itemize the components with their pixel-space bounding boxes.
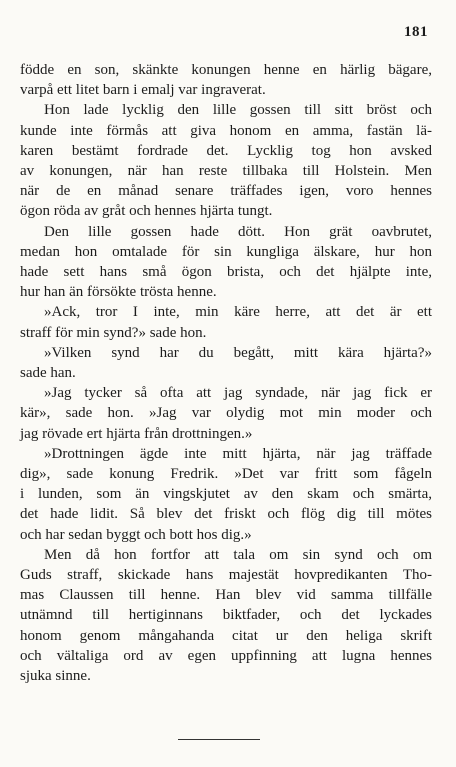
section-rule (178, 739, 260, 740)
text-line: straff för min synd?» sade hon. (20, 324, 207, 341)
text-line: Men då hon fortfor att tala om sin synd och om (44, 546, 432, 563)
text-line: ögon röda av gråt och hennes hjärta tungt. (20, 203, 273, 220)
text-line: medan hon omtalade för sin kungliga älskare, hur hon (20, 243, 432, 260)
text-line: det hade lidit. Så blev det friskt och flög dig till mötes (20, 506, 432, 523)
text-line: honom genom mångahanda citat ur den heliga skrift (20, 627, 432, 644)
text-line: »Drottningen ägde inte mitt hjärta, när jag träffade (44, 445, 432, 462)
text-line: »Ack, tror I inte, min käre herre, att det är ett (44, 304, 432, 321)
text-line: mas Claussen till henne. Han blev vid samma tillfälle (20, 587, 432, 604)
text-line: »Vilken synd har du begått, mitt kära hjärta?» (44, 344, 432, 361)
text-line: karen bestämt fordrade det. Lycklig tog hon avsked (20, 142, 432, 159)
text-line: kunde inte förmås att giva honom en amma, fastän lä- (20, 122, 432, 139)
text-line: Guds straff, skickade hans majestät hovpredikanten Tho- (20, 567, 432, 584)
text-line: födde en son, skänkte konungen henne en härlig bägare, (20, 62, 432, 78)
page-number: 181 (404, 24, 428, 40)
body-text (20, 60, 432, 686)
text-line: dig», sade konung Fredrik. »Det var fritt som fågeln (20, 466, 432, 483)
text-line: jag rövade ert hjärta från drottningen.» (20, 425, 253, 442)
text-line: varpå ett litet barn i emalj var ingraverat. (20, 82, 266, 99)
text-line: Den lille gossen hade dött. Hon grät oavbrutet, (44, 223, 432, 240)
text-line: sjuka sinne. (20, 668, 91, 685)
text-line: »Jag tycker så ofta att jag syndade, när jag fick er (44, 385, 432, 402)
text-line: i lunden, som än vingskjutet av den skam och smärta, (20, 486, 432, 503)
text-line: när de en månad senare träffades igen, voro hennes (20, 183, 432, 200)
text-line: av konungen, när han reste tillbaka till Holstein. Men (20, 163, 432, 180)
text-line: och vältaliga ord av egen uppfinning att lugna hennes (20, 647, 432, 664)
text-line: hur han än försökte trösta henne. (20, 284, 217, 301)
text-line: sade han. (20, 365, 76, 382)
text-line: utnämnd till hertiginnans biktfader, och det lyckades (20, 607, 432, 624)
text-line: kär», sade hon. »Jag var olydig mot min moder och (20, 405, 432, 422)
text-line: och har sedan byggt och bott hos dig.» (20, 526, 252, 543)
text-line: Hon lade lycklig den lille gossen till sitt bröst och (44, 102, 432, 119)
text-line: hade sett hans små ögon brista, och det hjälpte inte, (20, 264, 432, 281)
